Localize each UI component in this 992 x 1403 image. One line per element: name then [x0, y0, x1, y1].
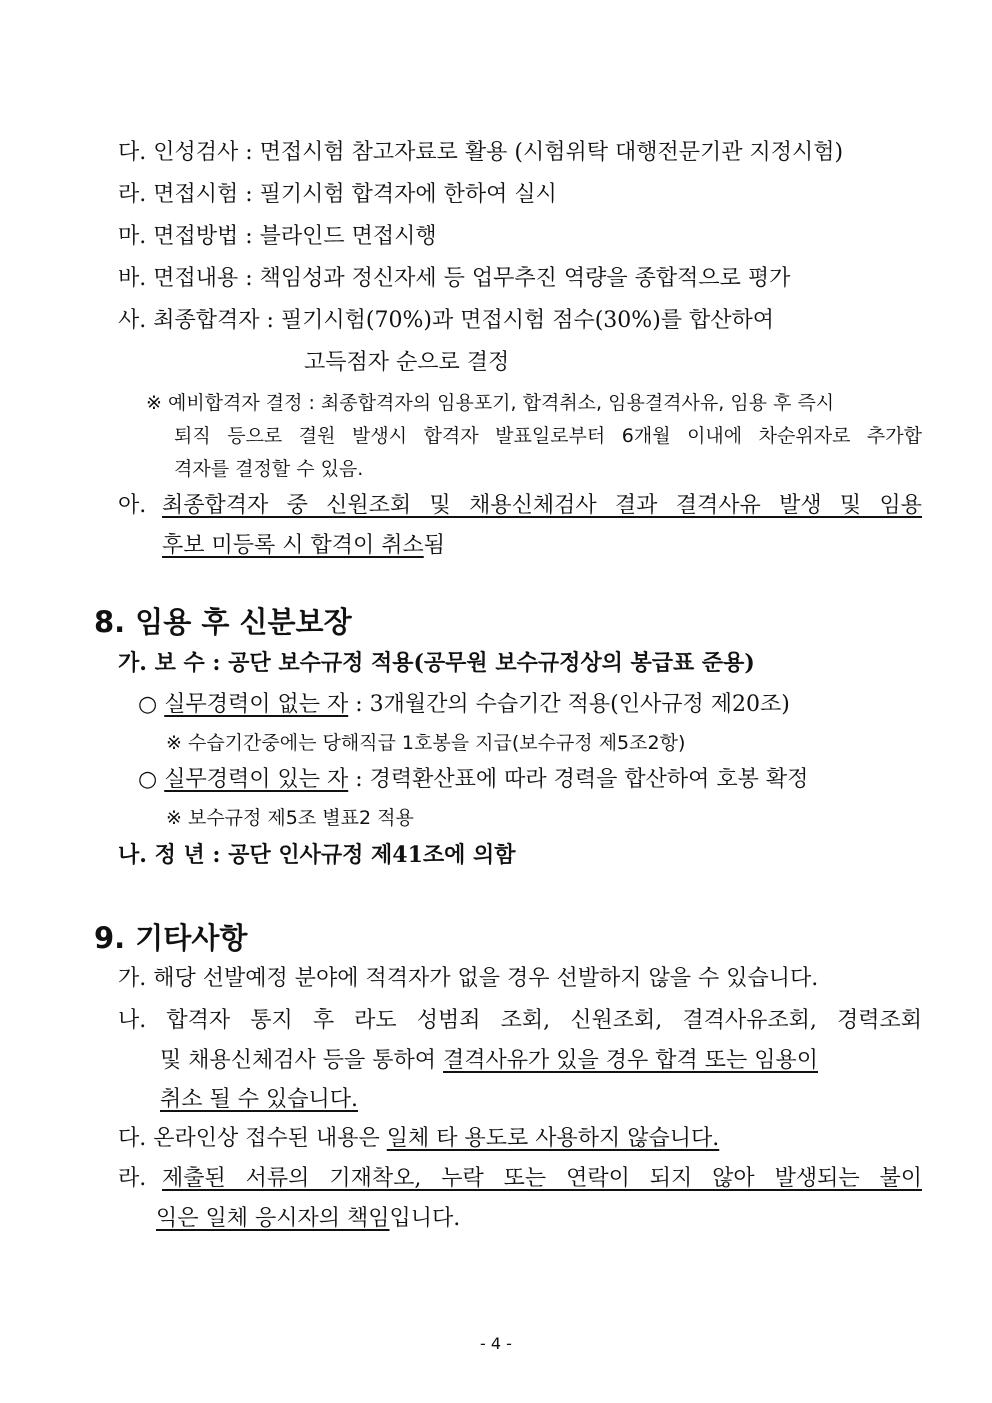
section-9-item-ra-line1: 제출된 서류의 기재착오, 누락 또는 연락이 되지 않아 발생되는 불이	[162, 1166, 922, 1191]
section-9-item-na-line3: 취소 될 수 있습니다.	[160, 1087, 358, 1112]
item-ma-interview-method: 마. 면접방법 : 블라인드 면접시행	[118, 224, 437, 249]
with-experience-detail: : 경력환산표에 따라 경력을 합산하여 호봉 확정	[348, 767, 809, 792]
section-9-item-na-line1: 나. 합격자 통지 후 라도 성범죄 조회, 신원조회, 결격사유조회, 경력조회	[118, 1008, 922, 1033]
section-8-salary: 가. 보 수 : 공단 보수규정 적용(공무원 보수규정상의 봉급표 준용)	[118, 650, 755, 676]
no-experience-detail: : 3개월간의 수습기간 적용(인사규정 제20조)	[348, 692, 790, 717]
na-line2-head: 및 채용신체검사 등을 통하여	[160, 1048, 443, 1073]
note-reserve-line2: 퇴직 등으로 결원 발생시 합격자 발표일로부터 6개월 이내에 차순위자로 추가합	[174, 425, 922, 447]
item-a-line2-underlined: 후보 미등록 시 합격이 취소	[162, 533, 424, 558]
no-experience-label: 실무경력이 없는 자	[164, 692, 349, 717]
na-line2-underlined: 결격사유가 있을 경우 합격 또는 임용이	[443, 1048, 818, 1073]
item-a-line1: 최종합격자 중 신원조회 및 채용신체검사 결과 결격사유 발생 및 임용	[162, 493, 922, 518]
circle-bullet-icon: ○	[138, 767, 158, 792]
circle-bullet-icon: ○	[138, 692, 158, 717]
note-probation-pay: ※ 수습기간중에는 당해직급 1호봉을 지급(보수규정 제5조2항)	[166, 732, 686, 754]
item-ra-interview-exam: 라. 면접시험 : 필기시험 합격자에 한하여 실시	[118, 182, 557, 207]
section-9-item-ra-line2	[156, 1204, 460, 1234]
da-head: 다. 온라인상 접수된 내용은	[118, 1126, 387, 1151]
section-8-retirement: 나. 정 년 : 공단 인사규정 제41조에 의함	[118, 842, 516, 868]
ra-line2-underlined: 익은 일체 응시자의 책임	[156, 1206, 390, 1231]
ra-line2-tail: 입니다.	[389, 1206, 461, 1231]
item-sa-final-pass-line2: 고득점자 순으로 결정	[304, 350, 510, 375]
note-salary-table: ※ 보수규정 제5조 별표2 적용	[166, 807, 414, 829]
section-9-item-ga: 가. 해당 선발예정 분야에 적격자가 없을 경우 선발하지 않을 수 있습니다.	[118, 966, 819, 991]
section-8-title: 8. 임용 후 신분보장	[94, 605, 352, 639]
bullet-no-experience	[138, 690, 790, 720]
item-a-prefix: 아.	[118, 493, 147, 518]
item-da-personality-test: 다. 인성검사 : 면접시험 참고자료로 활용 (시험위탁 대행전문기관 지정시험)	[118, 140, 844, 165]
item-a-line2-tail: 됨	[423, 533, 446, 558]
note-reserve-line3: 격자를 결정할 수 있음.	[174, 458, 364, 480]
section-9-title: 9. 기타사항	[94, 921, 248, 955]
section-9-item-da	[118, 1124, 719, 1154]
with-experience-label: 실무경력이 있는 자	[164, 767, 349, 792]
da-underlined: 일체 타 용도로 사용하지 않습니다.	[386, 1126, 720, 1151]
item-ba-interview-content: 바. 면접내용 : 책임성과 정신자세 등 업무추진 역량을 종합적으로 평가	[118, 266, 791, 291]
note-reserve-line1: ※ 예비합격자 결정 : 최종합격자의 임용포기, 합격취소, 임용결격사유, 임용 후 즉시	[146, 392, 835, 414]
page-number: - 4 -	[480, 1334, 512, 1353]
section-9-item-na-line2	[160, 1046, 818, 1076]
item-sa-final-pass-line1: 사. 최종합격자 : 필기시험(70%)과 면접시험 점수(30%)를 합산하여	[118, 308, 775, 333]
section-9-item-ra-prefix: 라.	[118, 1166, 147, 1191]
bullet-with-experience	[138, 765, 808, 795]
item-a-line2	[162, 531, 445, 561]
